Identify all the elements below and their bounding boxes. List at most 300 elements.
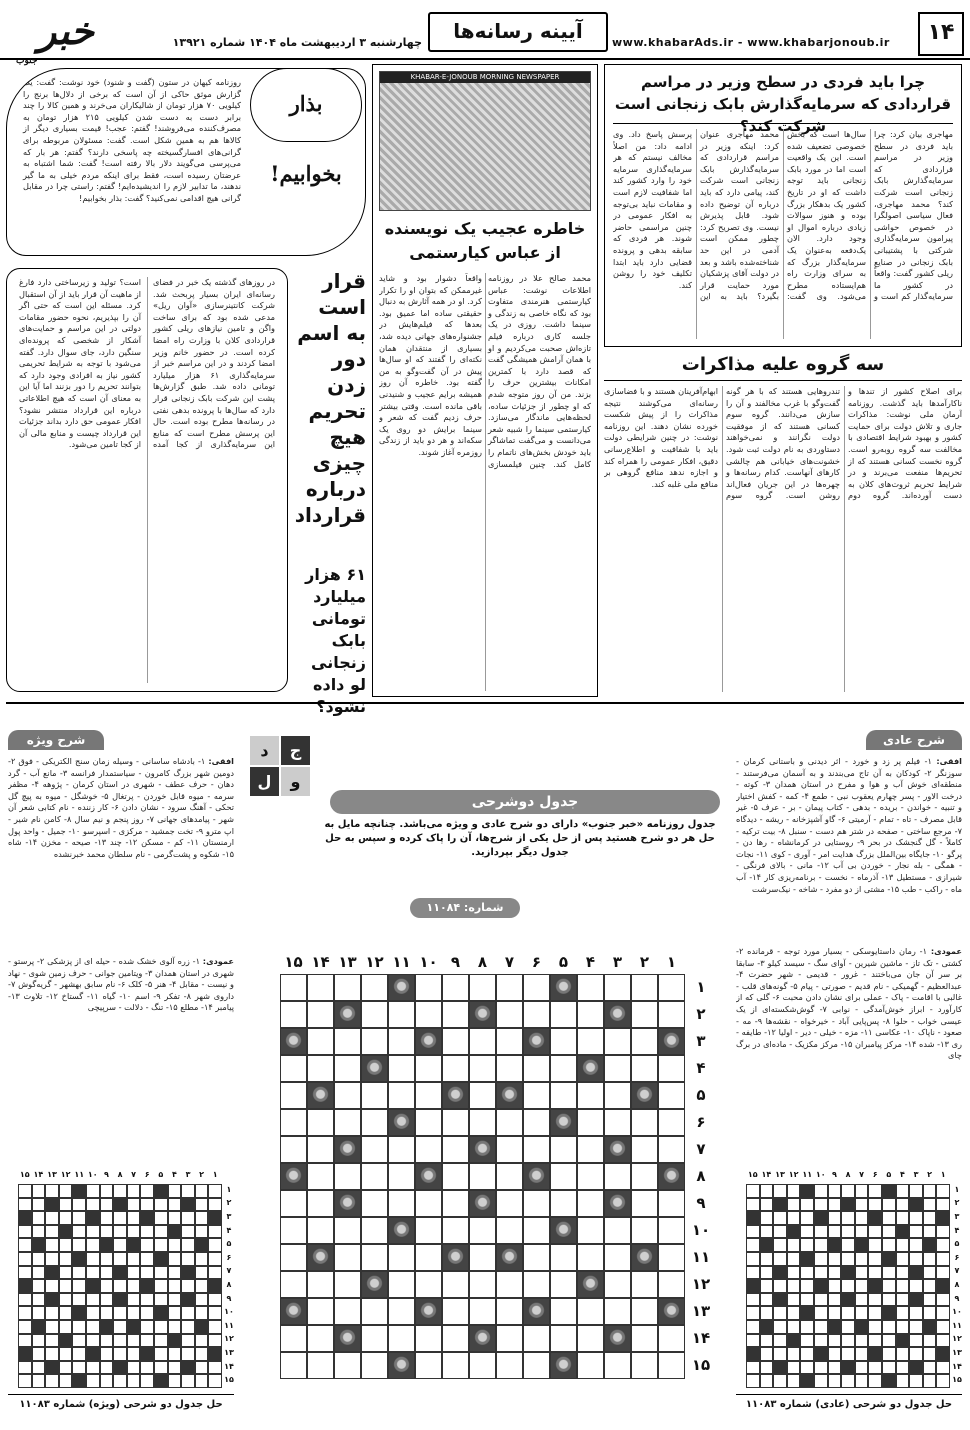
grid-cell[interactable]: [855, 1306, 869, 1320]
grid-cell[interactable]: [100, 1266, 114, 1280]
grid-cell[interactable]: [855, 1211, 869, 1225]
grid-cell[interactable]: [550, 1190, 577, 1217]
grid-cell[interactable]: [168, 1293, 182, 1307]
grid-cell[interactable]: [909, 1238, 923, 1252]
grid-cell[interactable]: [841, 1306, 855, 1320]
grid-cell[interactable]: [523, 1055, 550, 1082]
grid-cell[interactable]: [882, 1279, 896, 1293]
grid-cell[interactable]: [127, 1211, 141, 1225]
grid-cell[interactable]: [195, 1293, 209, 1307]
grid-cell[interactable]: [86, 1334, 100, 1348]
grid-cell[interactable]: [923, 1198, 937, 1212]
grid-cell[interactable]: [32, 1361, 46, 1375]
grid-cell[interactable]: [280, 1055, 307, 1082]
grid-cell[interactable]: [32, 1198, 46, 1212]
grid-cell[interactable]: [631, 1163, 658, 1190]
grid-cell[interactable]: [658, 1244, 685, 1271]
grid-cell[interactable]: [361, 1163, 388, 1190]
grid-cell[interactable]: [923, 1374, 937, 1388]
grid-cell[interactable]: [442, 974, 469, 1001]
grid-cell[interactable]: [140, 1198, 154, 1212]
grid-cell[interactable]: [550, 1028, 577, 1055]
grid-cell[interactable]: [59, 1198, 73, 1212]
grid-cell[interactable]: [442, 1001, 469, 1028]
grid-cell[interactable]: [631, 1136, 658, 1163]
grid-cell[interactable]: [923, 1306, 937, 1320]
grid-cell[interactable]: [154, 1361, 168, 1375]
grid-cell[interactable]: [760, 1374, 774, 1388]
grid-cell[interactable]: [787, 1252, 801, 1266]
grid-cell[interactable]: [896, 1279, 910, 1293]
grid-cell[interactable]: [896, 1374, 910, 1388]
grid-cell[interactable]: [307, 1325, 334, 1352]
grid-cell[interactable]: [100, 1225, 114, 1239]
grid-cell[interactable]: [334, 1163, 361, 1190]
grid-cell[interactable]: [442, 1217, 469, 1244]
grid-cell[interactable]: [18, 1238, 32, 1252]
grid-cell[interactable]: [32, 1279, 46, 1293]
grid-cell[interactable]: [469, 974, 496, 1001]
grid-cell[interactable]: [496, 1109, 523, 1136]
grid-cell[interactable]: [855, 1361, 869, 1375]
grid-cell[interactable]: [140, 1238, 154, 1252]
grid-cell[interactable]: [604, 1109, 631, 1136]
grid-cell[interactable]: [841, 1320, 855, 1334]
grid-cell[interactable]: [388, 1298, 415, 1325]
grid-cell[interactable]: [361, 974, 388, 1001]
grid-cell[interactable]: [760, 1306, 774, 1320]
grid-cell[interactable]: [154, 1198, 168, 1212]
grid-cell[interactable]: [523, 1352, 550, 1379]
grid-cell[interactable]: [773, 1252, 787, 1266]
grid-cell[interactable]: [127, 1374, 141, 1388]
grid-cell[interactable]: [604, 1352, 631, 1379]
grid-cell[interactable]: [388, 1163, 415, 1190]
grid-cell[interactable]: [800, 1347, 814, 1361]
grid-cell[interactable]: [923, 1266, 937, 1280]
grid-cell[interactable]: [388, 1325, 415, 1352]
grid-cell[interactable]: [361, 1001, 388, 1028]
grid-cell[interactable]: [936, 1198, 950, 1212]
grid-cell[interactable]: [550, 1136, 577, 1163]
grid-cell[interactable]: [882, 1211, 896, 1225]
grid-cell[interactable]: [773, 1184, 787, 1198]
grid-cell[interactable]: [773, 1238, 787, 1252]
grid-cell[interactable]: [113, 1252, 127, 1266]
grid-cell[interactable]: [577, 1082, 604, 1109]
grid-cell[interactable]: [896, 1293, 910, 1307]
grid-cell[interactable]: [86, 1293, 100, 1307]
grid-cell[interactable]: [658, 1001, 685, 1028]
grid-cell[interactable]: [800, 1361, 814, 1375]
grid-cell[interactable]: [195, 1252, 209, 1266]
grid-cell[interactable]: [631, 1190, 658, 1217]
grid-cell[interactable]: [415, 1325, 442, 1352]
grid-cell[interactable]: [59, 1306, 73, 1320]
grid-cell[interactable]: [18, 1374, 32, 1388]
grid-cell[interactable]: [59, 1320, 73, 1334]
grid-cell[interactable]: [208, 1238, 222, 1252]
grid-cell[interactable]: [604, 974, 631, 1001]
grid-cell[interactable]: [45, 1374, 59, 1388]
grid-cell[interactable]: [828, 1266, 842, 1280]
grid-cell[interactable]: [168, 1198, 182, 1212]
grid-cell[interactable]: [140, 1293, 154, 1307]
grid-cell[interactable]: [787, 1279, 801, 1293]
grid-cell[interactable]: [746, 1266, 760, 1280]
grid-cell[interactable]: [896, 1306, 910, 1320]
grid-cell[interactable]: [334, 1244, 361, 1271]
grid-cell[interactable]: [658, 1352, 685, 1379]
grid-cell[interactable]: [100, 1252, 114, 1266]
grid-cell[interactable]: [936, 1334, 950, 1348]
grid-cell[interactable]: [307, 1001, 334, 1028]
grid-cell[interactable]: [841, 1374, 855, 1388]
grid-cell[interactable]: [550, 1001, 577, 1028]
grid-cell[interactable]: [469, 1352, 496, 1379]
grid-cell[interactable]: [86, 1266, 100, 1280]
grid-cell[interactable]: [841, 1252, 855, 1266]
grid-cell[interactable]: [195, 1306, 209, 1320]
grid-cell[interactable]: [760, 1252, 774, 1266]
grid-cell[interactable]: [923, 1225, 937, 1239]
grid-cell[interactable]: [923, 1279, 937, 1293]
grid-cell[interactable]: [814, 1334, 828, 1348]
grid-cell[interactable]: [814, 1252, 828, 1266]
grid-cell[interactable]: [140, 1184, 154, 1198]
grid-cell[interactable]: [140, 1320, 154, 1334]
grid-cell[interactable]: [496, 1055, 523, 1082]
grid-cell[interactable]: [631, 1109, 658, 1136]
grid-cell[interactable]: [746, 1198, 760, 1212]
grid-cell[interactable]: [127, 1361, 141, 1375]
grid-cell[interactable]: [828, 1211, 842, 1225]
grid-cell[interactable]: [45, 1306, 59, 1320]
grid-cell[interactable]: [855, 1334, 869, 1348]
grid-cell[interactable]: [113, 1184, 127, 1198]
grid-cell[interactable]: [361, 1109, 388, 1136]
grid-cell[interactable]: [550, 1055, 577, 1082]
grid-cell[interactable]: [168, 1347, 182, 1361]
grid-cell[interactable]: [415, 1271, 442, 1298]
grid-cell[interactable]: [658, 1190, 685, 1217]
grid-cell[interactable]: [896, 1266, 910, 1280]
grid-cell[interactable]: [868, 1198, 882, 1212]
grid-cell[interactable]: [72, 1347, 86, 1361]
grid-cell[interactable]: [100, 1334, 114, 1348]
grid-cell[interactable]: [127, 1334, 141, 1348]
grid-cell[interactable]: [18, 1266, 32, 1280]
grid-cell[interactable]: [814, 1238, 828, 1252]
grid-cell[interactable]: [72, 1225, 86, 1239]
grid-cell[interactable]: [523, 1109, 550, 1136]
grid-cell[interactable]: [86, 1361, 100, 1375]
grid-cell[interactable]: [550, 1082, 577, 1109]
grid-cell[interactable]: [388, 1244, 415, 1271]
grid-cell[interactable]: [936, 1238, 950, 1252]
grid-cell[interactable]: [604, 1244, 631, 1271]
grid-cell[interactable]: [631, 1325, 658, 1352]
grid-cell[interactable]: [32, 1334, 46, 1348]
grid-cell[interactable]: [604, 1217, 631, 1244]
grid-cell[interactable]: [113, 1347, 127, 1361]
grid-cell[interactable]: [361, 1190, 388, 1217]
grid-cell[interactable]: [909, 1184, 923, 1198]
grid-cell[interactable]: [113, 1320, 127, 1334]
grid-cell[interactable]: [195, 1374, 209, 1388]
grid-cell[interactable]: [658, 1109, 685, 1136]
grid-cell[interactable]: [923, 1293, 937, 1307]
grid-cell[interactable]: [168, 1279, 182, 1293]
grid-cell[interactable]: [787, 1266, 801, 1280]
grid-cell[interactable]: [746, 1320, 760, 1334]
grid-cell[interactable]: [800, 1198, 814, 1212]
grid-cell[interactable]: [896, 1252, 910, 1266]
grid-cell[interactable]: [604, 1163, 631, 1190]
grid-cell[interactable]: [18, 1198, 32, 1212]
grid-cell[interactable]: [828, 1361, 842, 1375]
grid-cell[interactable]: [773, 1334, 787, 1348]
grid-cell[interactable]: [361, 1352, 388, 1379]
grid-cell[interactable]: [523, 1190, 550, 1217]
grid-cell[interactable]: [181, 1238, 195, 1252]
grid-cell[interactable]: [181, 1225, 195, 1239]
grid-cell[interactable]: [59, 1347, 73, 1361]
grid-cell[interactable]: [59, 1266, 73, 1280]
grid-cell[interactable]: [168, 1252, 182, 1266]
grid-cell[interactable]: [868, 1293, 882, 1307]
grid-cell[interactable]: [658, 1055, 685, 1082]
grid-cell[interactable]: [100, 1306, 114, 1320]
grid-cell[interactable]: [361, 1217, 388, 1244]
grid-cell[interactable]: [760, 1293, 774, 1307]
grid-cell[interactable]: [195, 1279, 209, 1293]
grid-cell[interactable]: [746, 1238, 760, 1252]
grid-cell[interactable]: [882, 1266, 896, 1280]
grid-cell[interactable]: [208, 1198, 222, 1212]
grid-cell[interactable]: [100, 1293, 114, 1307]
grid-cell[interactable]: [814, 1198, 828, 1212]
grid-cell[interactable]: [746, 1252, 760, 1266]
grid-cell[interactable]: [909, 1374, 923, 1388]
grid-cell[interactable]: [100, 1198, 114, 1212]
grid-cell[interactable]: [469, 1244, 496, 1271]
grid-cell[interactable]: [800, 1225, 814, 1239]
grid-cell[interactable]: [631, 974, 658, 1001]
grid-cell[interactable]: [415, 974, 442, 1001]
grid-cell[interactable]: [841, 1347, 855, 1361]
grid-cell[interactable]: [280, 1001, 307, 1028]
grid-cell[interactable]: [923, 1252, 937, 1266]
grid-cell[interactable]: [658, 1217, 685, 1244]
grid-cell[interactable]: [100, 1347, 114, 1361]
grid-cell[interactable]: [760, 1198, 774, 1212]
grid-cell[interactable]: [334, 1217, 361, 1244]
grid-cell[interactable]: [154, 1238, 168, 1252]
grid-cell[interactable]: [841, 1238, 855, 1252]
grid-cell[interactable]: [280, 1244, 307, 1271]
grid-cell[interactable]: [787, 1320, 801, 1334]
grid-cell[interactable]: [658, 1082, 685, 1109]
grid-cell[interactable]: [496, 974, 523, 1001]
grid-cell[interactable]: [442, 1136, 469, 1163]
grid-cell[interactable]: [18, 1306, 32, 1320]
grid-cell[interactable]: [469, 1217, 496, 1244]
grid-cell[interactable]: [388, 1055, 415, 1082]
grid-cell[interactable]: [388, 1001, 415, 1028]
grid-cell[interactable]: [72, 1334, 86, 1348]
grid-cell[interactable]: [195, 1225, 209, 1239]
grid-cell[interactable]: [127, 1306, 141, 1320]
grid-cell[interactable]: [773, 1374, 787, 1388]
grid-cell[interactable]: [882, 1225, 896, 1239]
grid-cell[interactable]: [577, 1109, 604, 1136]
grid-cell[interactable]: [828, 1198, 842, 1212]
grid-cell[interactable]: [882, 1238, 896, 1252]
grid-cell[interactable]: [32, 1184, 46, 1198]
grid-cell[interactable]: [208, 1374, 222, 1388]
grid-cell[interactable]: [113, 1279, 127, 1293]
grid-cell[interactable]: [577, 1352, 604, 1379]
grid-cell[interactable]: [855, 1347, 869, 1361]
grid-cell[interactable]: [841, 1279, 855, 1293]
grid-cell[interactable]: [855, 1252, 869, 1266]
grid-cell[interactable]: [45, 1252, 59, 1266]
grid-cell[interactable]: [181, 1279, 195, 1293]
grid-cell[interactable]: [828, 1252, 842, 1266]
grid-cell[interactable]: [469, 1082, 496, 1109]
grid-cell[interactable]: [45, 1184, 59, 1198]
grid-cell[interactable]: [72, 1238, 86, 1252]
grid-cell[interactable]: [746, 1293, 760, 1307]
grid-cell[interactable]: [280, 974, 307, 1001]
grid-cell[interactable]: [868, 1184, 882, 1198]
grid-cell[interactable]: [59, 1238, 73, 1252]
grid-cell[interactable]: [936, 1293, 950, 1307]
grid-cell[interactable]: [86, 1238, 100, 1252]
grid-cell[interactable]: [868, 1334, 882, 1348]
grid-cell[interactable]: [787, 1306, 801, 1320]
grid-cell[interactable]: [909, 1225, 923, 1239]
grid-cell[interactable]: [168, 1361, 182, 1375]
grid-cell[interactable]: [523, 1244, 550, 1271]
grid-cell[interactable]: [828, 1334, 842, 1348]
grid-cell[interactable]: [208, 1266, 222, 1280]
grid-cell[interactable]: [577, 1298, 604, 1325]
grid-cell[interactable]: [18, 1293, 32, 1307]
grid-cell[interactable]: [154, 1320, 168, 1334]
grid-cell[interactable]: [923, 1334, 937, 1348]
grid-cell[interactable]: [746, 1225, 760, 1239]
grid-cell[interactable]: [631, 1055, 658, 1082]
grid-cell[interactable]: [86, 1198, 100, 1212]
grid-cell[interactable]: [855, 1279, 869, 1293]
grid-cell[interactable]: [550, 1271, 577, 1298]
grid-cell[interactable]: [814, 1293, 828, 1307]
grid-cell[interactable]: [496, 1028, 523, 1055]
grid-cell[interactable]: [442, 1163, 469, 1190]
grid-cell[interactable]: [181, 1252, 195, 1266]
grid-cell[interactable]: [936, 1374, 950, 1388]
grid-cell[interactable]: [577, 974, 604, 1001]
grid-cell[interactable]: [415, 1136, 442, 1163]
grid-cell[interactable]: [868, 1252, 882, 1266]
grid-cell[interactable]: [800, 1279, 814, 1293]
grid-cell[interactable]: [113, 1211, 127, 1225]
grid-cell[interactable]: [208, 1320, 222, 1334]
grid-cell[interactable]: [168, 1306, 182, 1320]
grid-cell[interactable]: [800, 1266, 814, 1280]
grid-cell[interactable]: [168, 1184, 182, 1198]
grid-cell[interactable]: [140, 1266, 154, 1280]
grid-cell[interactable]: [882, 1320, 896, 1334]
grid-cell[interactable]: [760, 1266, 774, 1280]
grid-cell[interactable]: [442, 1298, 469, 1325]
grid-cell[interactable]: [773, 1211, 787, 1225]
grid-cell[interactable]: [18, 1252, 32, 1266]
grid-cell[interactable]: [909, 1211, 923, 1225]
grid-cell[interactable]: [868, 1225, 882, 1239]
grid-cell[interactable]: [45, 1320, 59, 1334]
grid-cell[interactable]: [181, 1347, 195, 1361]
grid-cell[interactable]: [45, 1225, 59, 1239]
grid-cell[interactable]: [909, 1279, 923, 1293]
grid-cell[interactable]: [168, 1238, 182, 1252]
grid-cell[interactable]: [154, 1347, 168, 1361]
grid-cell[interactable]: [86, 1184, 100, 1198]
grid-cell[interactable]: [936, 1306, 950, 1320]
grid-cell[interactable]: [787, 1211, 801, 1225]
grid-cell[interactable]: [86, 1225, 100, 1239]
grid-cell[interactable]: [896, 1211, 910, 1225]
grid-cell[interactable]: [32, 1211, 46, 1225]
grid-cell[interactable]: [154, 1211, 168, 1225]
grid-cell[interactable]: [181, 1211, 195, 1225]
grid-cell[interactable]: [523, 974, 550, 1001]
grid-cell[interactable]: [550, 1163, 577, 1190]
grid-cell[interactable]: [140, 1252, 154, 1266]
grid-cell[interactable]: [334, 1028, 361, 1055]
grid-cell[interactable]: [841, 1225, 855, 1239]
grid-cell[interactable]: [32, 1293, 46, 1307]
grid-cell[interactable]: [140, 1374, 154, 1388]
grid-cell[interactable]: [307, 1163, 334, 1190]
grid-cell[interactable]: [550, 1244, 577, 1271]
grid-cell[interactable]: [113, 1334, 127, 1348]
grid-cell[interactable]: [841, 1184, 855, 1198]
grid-cell[interactable]: [45, 1347, 59, 1361]
grid-cell[interactable]: [882, 1334, 896, 1348]
grid-cell[interactable]: [787, 1347, 801, 1361]
grid-cell[interactable]: [442, 1109, 469, 1136]
grid-cell[interactable]: [523, 1136, 550, 1163]
grid-cell[interactable]: [334, 1271, 361, 1298]
grid-cell[interactable]: [72, 1211, 86, 1225]
grid-cell[interactable]: [746, 1184, 760, 1198]
grid-cell[interactable]: [909, 1320, 923, 1334]
grid-cell[interactable]: [442, 1352, 469, 1379]
grid-cell[interactable]: [868, 1374, 882, 1388]
grid-cell[interactable]: [814, 1320, 828, 1334]
grid-cell[interactable]: [280, 1271, 307, 1298]
grid-cell[interactable]: [577, 1001, 604, 1028]
grid-cell[interactable]: [181, 1306, 195, 1320]
grid-cell[interactable]: [882, 1361, 896, 1375]
grid-cell[interactable]: [787, 1198, 801, 1212]
grid-cell[interactable]: [658, 974, 685, 1001]
grid-cell[interactable]: [773, 1225, 787, 1239]
grid-cell[interactable]: [760, 1334, 774, 1348]
